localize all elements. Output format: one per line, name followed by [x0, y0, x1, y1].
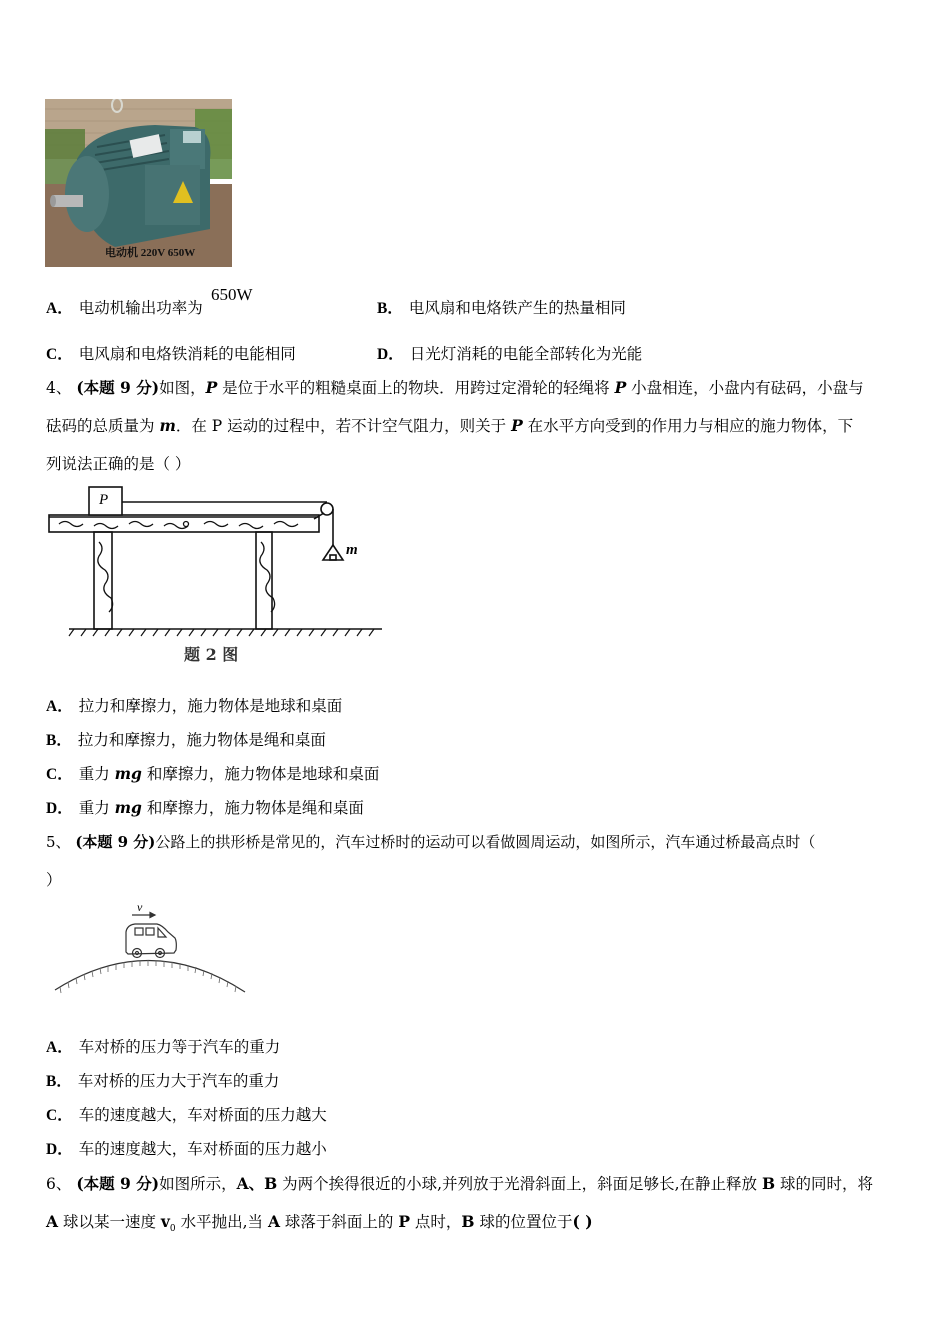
option-text: 拉力和摩擦力，施力物体是绳和桌面 [77, 731, 326, 749]
question-number: 4、 [46, 379, 72, 397]
block-label: P [99, 492, 109, 508]
stem-text: ） [46, 871, 62, 889]
stem-text: 小盘相连，小盘内有砝码，小盘与 [626, 379, 864, 397]
table-pulley-diagram-icon [44, 482, 389, 667]
option-label: A． [46, 1039, 73, 1056]
motor-photo [45, 99, 232, 267]
q3-option-c[interactable] [46, 344, 296, 365]
option-text: 车的速度越大，车对桥面的压力越小 [78, 1140, 327, 1158]
var-p: P [511, 416, 523, 435]
q4-option-d[interactable] [46, 798, 364, 819]
table-pulley-figure [44, 482, 389, 667]
mass-label: m [346, 542, 358, 558]
option-label: D． [46, 1141, 73, 1158]
stem-text: 点时， [409, 1213, 462, 1231]
option-text: 车对桥的压力等于汽车的重力 [78, 1038, 281, 1056]
var-mg: mg [114, 764, 142, 783]
question-score: (本题 9 分) [76, 378, 160, 397]
q4-stem-line1 [46, 378, 864, 398]
q6-stem-line2 [46, 1212, 593, 1239]
q5-option-d[interactable] [46, 1139, 327, 1160]
question-score: (本题 9 分) [75, 833, 156, 851]
point-label: P [398, 1212, 410, 1231]
q5-option-b[interactable] [46, 1071, 279, 1092]
option-label: B． [46, 1073, 72, 1090]
q5-stem-line1 [46, 832, 815, 852]
option-text: 重力 [78, 799, 115, 817]
stem-text: 球的同时，将 [775, 1175, 873, 1193]
stem-text: ．在 P 运动的过程中，若不计空气阻力，则关于 [175, 417, 512, 435]
option-text: 车对桥的压力大于汽车的重力 [77, 1072, 280, 1090]
q3-option-d[interactable] [377, 344, 642, 365]
q4-option-b[interactable] [46, 730, 326, 751]
arch-bridge-figure [50, 900, 250, 1000]
power-superscript: 650W [211, 285, 253, 304]
option-text: 和摩擦力，施力物体是地球和桌面 [141, 765, 380, 783]
stem-text: 在水平方向受到的作用力与相应的施力物体，下 [522, 417, 854, 435]
q3-option-a[interactable] [46, 298, 203, 319]
q5-stem-line2 [46, 870, 62, 890]
ball-label: A [46, 1212, 59, 1231]
car-on-bridge-icon [50, 900, 250, 1000]
var-mg: mg [114, 798, 142, 817]
option-label: C． [46, 1107, 73, 1124]
option-label: B． [46, 732, 72, 749]
figure-caption: 题 2 图 [184, 645, 239, 664]
var-m: m [159, 416, 176, 435]
q4-option-c[interactable] [46, 764, 379, 785]
option-label: A． [46, 300, 73, 317]
answer-blank: ( ) [572, 1212, 593, 1231]
stem-text: 为两个挨得很近的小球,并列放于光滑斜面上，斜面足够长,在静止释放 [277, 1175, 762, 1193]
motor-caption: 电动机 220V 650W [105, 247, 196, 259]
var-v: v [160, 1212, 170, 1231]
option-text: 电风扇和电烙铁产生的热量相同 [408, 299, 626, 317]
option-text: 重力 [78, 765, 115, 783]
option-label: D． [377, 346, 404, 363]
stem-text: 是位于水平的粗糙桌面上的物块．用跨过定滑轮的轻绳将 [217, 379, 615, 397]
ball-labels: A、B [236, 1174, 278, 1193]
question-score: (本题 9 分) [76, 1174, 160, 1193]
stem-text: 水平抛出,当 [175, 1213, 268, 1231]
q5-option-a[interactable] [46, 1037, 280, 1058]
option-text: 日光灯消耗的电能全部转化为光能 [409, 345, 643, 363]
question-number: 5、 [46, 833, 71, 851]
ball-label: B [761, 1174, 776, 1193]
var-p: P [614, 378, 627, 397]
option-label: C． [46, 346, 73, 363]
q5-option-c[interactable] [46, 1105, 327, 1126]
option-text: 和摩擦力，施力物体是绳和桌面 [141, 799, 364, 817]
q4-stem-line2 [46, 416, 853, 436]
question-number: 6、 [46, 1175, 72, 1193]
option-label: D． [46, 800, 73, 817]
velocity-label: v [137, 900, 143, 914]
option-label: C． [46, 766, 73, 783]
option-label: A． [46, 698, 73, 715]
motor-image-icon [45, 99, 232, 267]
q4-option-a[interactable] [46, 696, 342, 717]
var-p: P [205, 378, 218, 397]
subscript: 0 [169, 1224, 176, 1235]
q3-option-b[interactable] [377, 298, 626, 319]
ball-label: A [267, 1212, 280, 1231]
stem-text: 公路上的拱形桥是常见的，汽车过桥时的运动可以看做圆周运动，如图所示，汽车通过桥最高点时（ [155, 833, 816, 851]
option-text: 拉力和摩擦力，施力物体是地球和桌面 [78, 697, 343, 715]
option-text: 车的速度越大，车对桥面的压力越大 [78, 1106, 327, 1124]
stem-text: 如图， [159, 379, 206, 397]
stem-text: 如图所示， [159, 1175, 237, 1193]
option-text: 电动机输出功率为 [78, 299, 203, 317]
stem-text: 列说法正确的是（ ） [46, 455, 191, 473]
q4-stem-line3 [46, 454, 190, 474]
option-text: 电风扇和电烙铁消耗的电能相同 [78, 345, 296, 363]
stem-text: 球以某一速度 [58, 1213, 161, 1231]
ball-label: B [461, 1212, 475, 1231]
stem-text: 球的位置位于 [474, 1213, 573, 1231]
stem-text: 砝码的总质量为 [46, 417, 160, 435]
q6-stem-line1 [46, 1174, 873, 1194]
stem-text: 球落于斜面上的 [279, 1213, 399, 1231]
option-label: B． [377, 300, 403, 317]
